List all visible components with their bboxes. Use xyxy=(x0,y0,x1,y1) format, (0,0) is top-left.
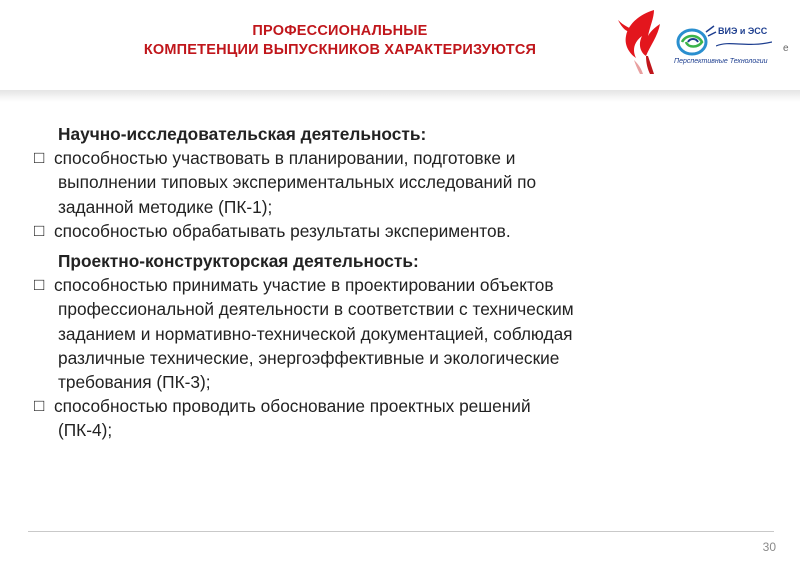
bullet-item xyxy=(34,146,774,219)
bullet-text xyxy=(54,146,536,219)
bullet-line: требования (ПК-3); xyxy=(58,372,211,393)
header-divider xyxy=(0,90,800,102)
logo-bottom-text: Перспективные Технологии xyxy=(674,58,768,65)
bullet-icon: □ xyxy=(34,220,45,240)
bullet-item xyxy=(34,394,774,442)
slide-title xyxy=(60,22,620,60)
bullet-line: (ПК-4); xyxy=(58,420,113,441)
section-heading-design: Проектно-конструкторская деятельность: xyxy=(58,251,419,272)
title-line-2: КОМПЕТЕНЦИИ ВЫПУСКНИКОВ ХАРАКТЕРИЗУЮТСЯ xyxy=(143,42,537,58)
title-line-1: ПРОФЕССИОНАЛЬНЫЕ xyxy=(252,23,428,39)
bullet-line: профессиональной деятельности в соответствии с техническим xyxy=(58,299,574,320)
bullet-line: способностью участвовать в планировании, подготовке и xyxy=(54,148,516,169)
bullet-line: способностью обрабатывать результаты экспериментов. xyxy=(54,220,511,241)
bullet-line: выполнении типовых экспериментальных исследований по xyxy=(58,172,537,193)
logo-top-text: ВИЭ и ЭСС xyxy=(718,26,768,36)
bullet-icon: □ xyxy=(34,148,45,168)
organization-logo xyxy=(674,22,774,70)
bullet-line: способностью принимать участие в проектировании объектов xyxy=(54,275,554,296)
bullet-icon: □ xyxy=(34,396,45,416)
bullet-icon: □ xyxy=(34,275,45,295)
bullet-item xyxy=(34,219,774,243)
bullet-text xyxy=(54,394,531,442)
bullet-item xyxy=(34,273,774,394)
section-heading-research: Научно-исследовательская деятельность: xyxy=(58,124,427,144)
bullet-line: заданием и нормативно-технической документацией, соблюдая xyxy=(58,323,573,344)
globe-swirl-logo-icon xyxy=(674,24,718,58)
slide-header xyxy=(0,0,800,92)
bullet-text xyxy=(54,273,574,394)
bullet-text xyxy=(54,219,511,243)
bullet-line: способностью проводить обоснование проектных решений xyxy=(54,396,531,417)
page-number: 30 xyxy=(762,540,776,554)
logo-underline-icon xyxy=(716,40,772,48)
footer-divider xyxy=(28,531,774,532)
bullet-line: заданной методике (ПК-1); xyxy=(58,196,273,217)
slide-content xyxy=(34,122,774,443)
edge-mark: е xyxy=(783,43,789,54)
bullet-line: различные технические, энергоэффективные и экологические xyxy=(58,347,560,368)
flame-logo-icon xyxy=(610,6,665,76)
